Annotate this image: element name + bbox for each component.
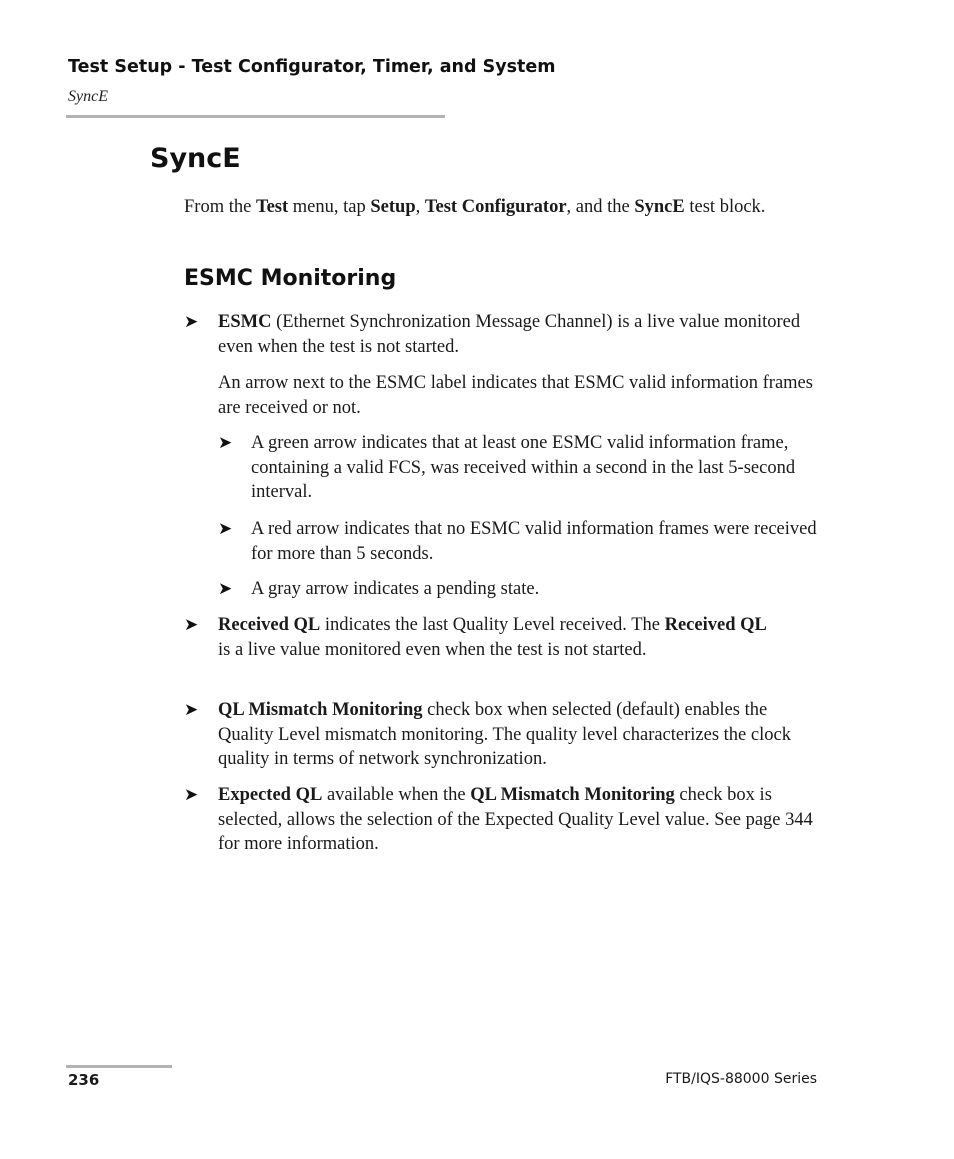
list-item-green-arrow: A green arrow indicates that at least one ESMC valid information frame, containing a valid FCS, was received within a second in the last 5-second interval. <box>251 433 796 502</box>
running-head-section: SyncE <box>68 88 108 105</box>
bullet-arrow-icon: ➤ <box>218 519 233 538</box>
page-number: 236 <box>68 1071 100 1089</box>
list-item-received-ql: Received QL indicates the last Quality Level received. The Received QL is a live value monitored even when the test is not started. <box>218 615 767 660</box>
intro-paragraph: From the Test menu, tap Setup, Test Configurator, and the SyncE test block. <box>184 197 766 217</box>
bullet-arrow-icon: ➤ <box>218 579 233 598</box>
footer-rule <box>66 1065 172 1068</box>
list-item-expected-ql: Expected QL available when the QL Mismatch Monitoring check box is selected, allows the selection of the Expected Quality Level value. See page 344 for more information. <box>218 785 813 854</box>
bullet-arrow-icon: ➤ <box>218 433 233 452</box>
list-item-ql-mismatch-monitoring: QL Mismatch Monitoring check box when selected (default) enables the Quality Level mismatch monitoring. The quality level characterizes the clock quality in terms of network synchronization. <box>218 700 791 769</box>
esmc-arrow-paragraph: An arrow next to the ESMC label indicates that ESMC valid information frames are received or not. <box>218 373 813 418</box>
bullet-arrow-icon: ➤ <box>184 615 199 634</box>
bullet-arrow-icon: ➤ <box>184 785 199 804</box>
page-title: SyncE <box>150 143 241 174</box>
header-rule <box>66 115 445 118</box>
bullet-arrow-icon: ➤ <box>184 700 199 719</box>
bullet-arrow-icon: ➤ <box>184 312 199 331</box>
section-heading-esmc-monitoring: ESMC Monitoring <box>184 266 397 291</box>
list-item-gray-arrow: A gray arrow indicates a pending state. <box>251 579 540 599</box>
list-item-esmc: ESMC (Ethernet Synchronization Message Channel) is a live value monitored even when the test is not started. <box>218 312 801 357</box>
running-head-chapter: Test Setup - Test Configurator, Timer, and System <box>68 57 556 77</box>
product-series: FTB/IQS-88000 Series <box>665 1071 817 1087</box>
list-item-red-arrow: A red arrow indicates that no ESMC valid information frames were received for more than 5 seconds. <box>251 519 817 564</box>
